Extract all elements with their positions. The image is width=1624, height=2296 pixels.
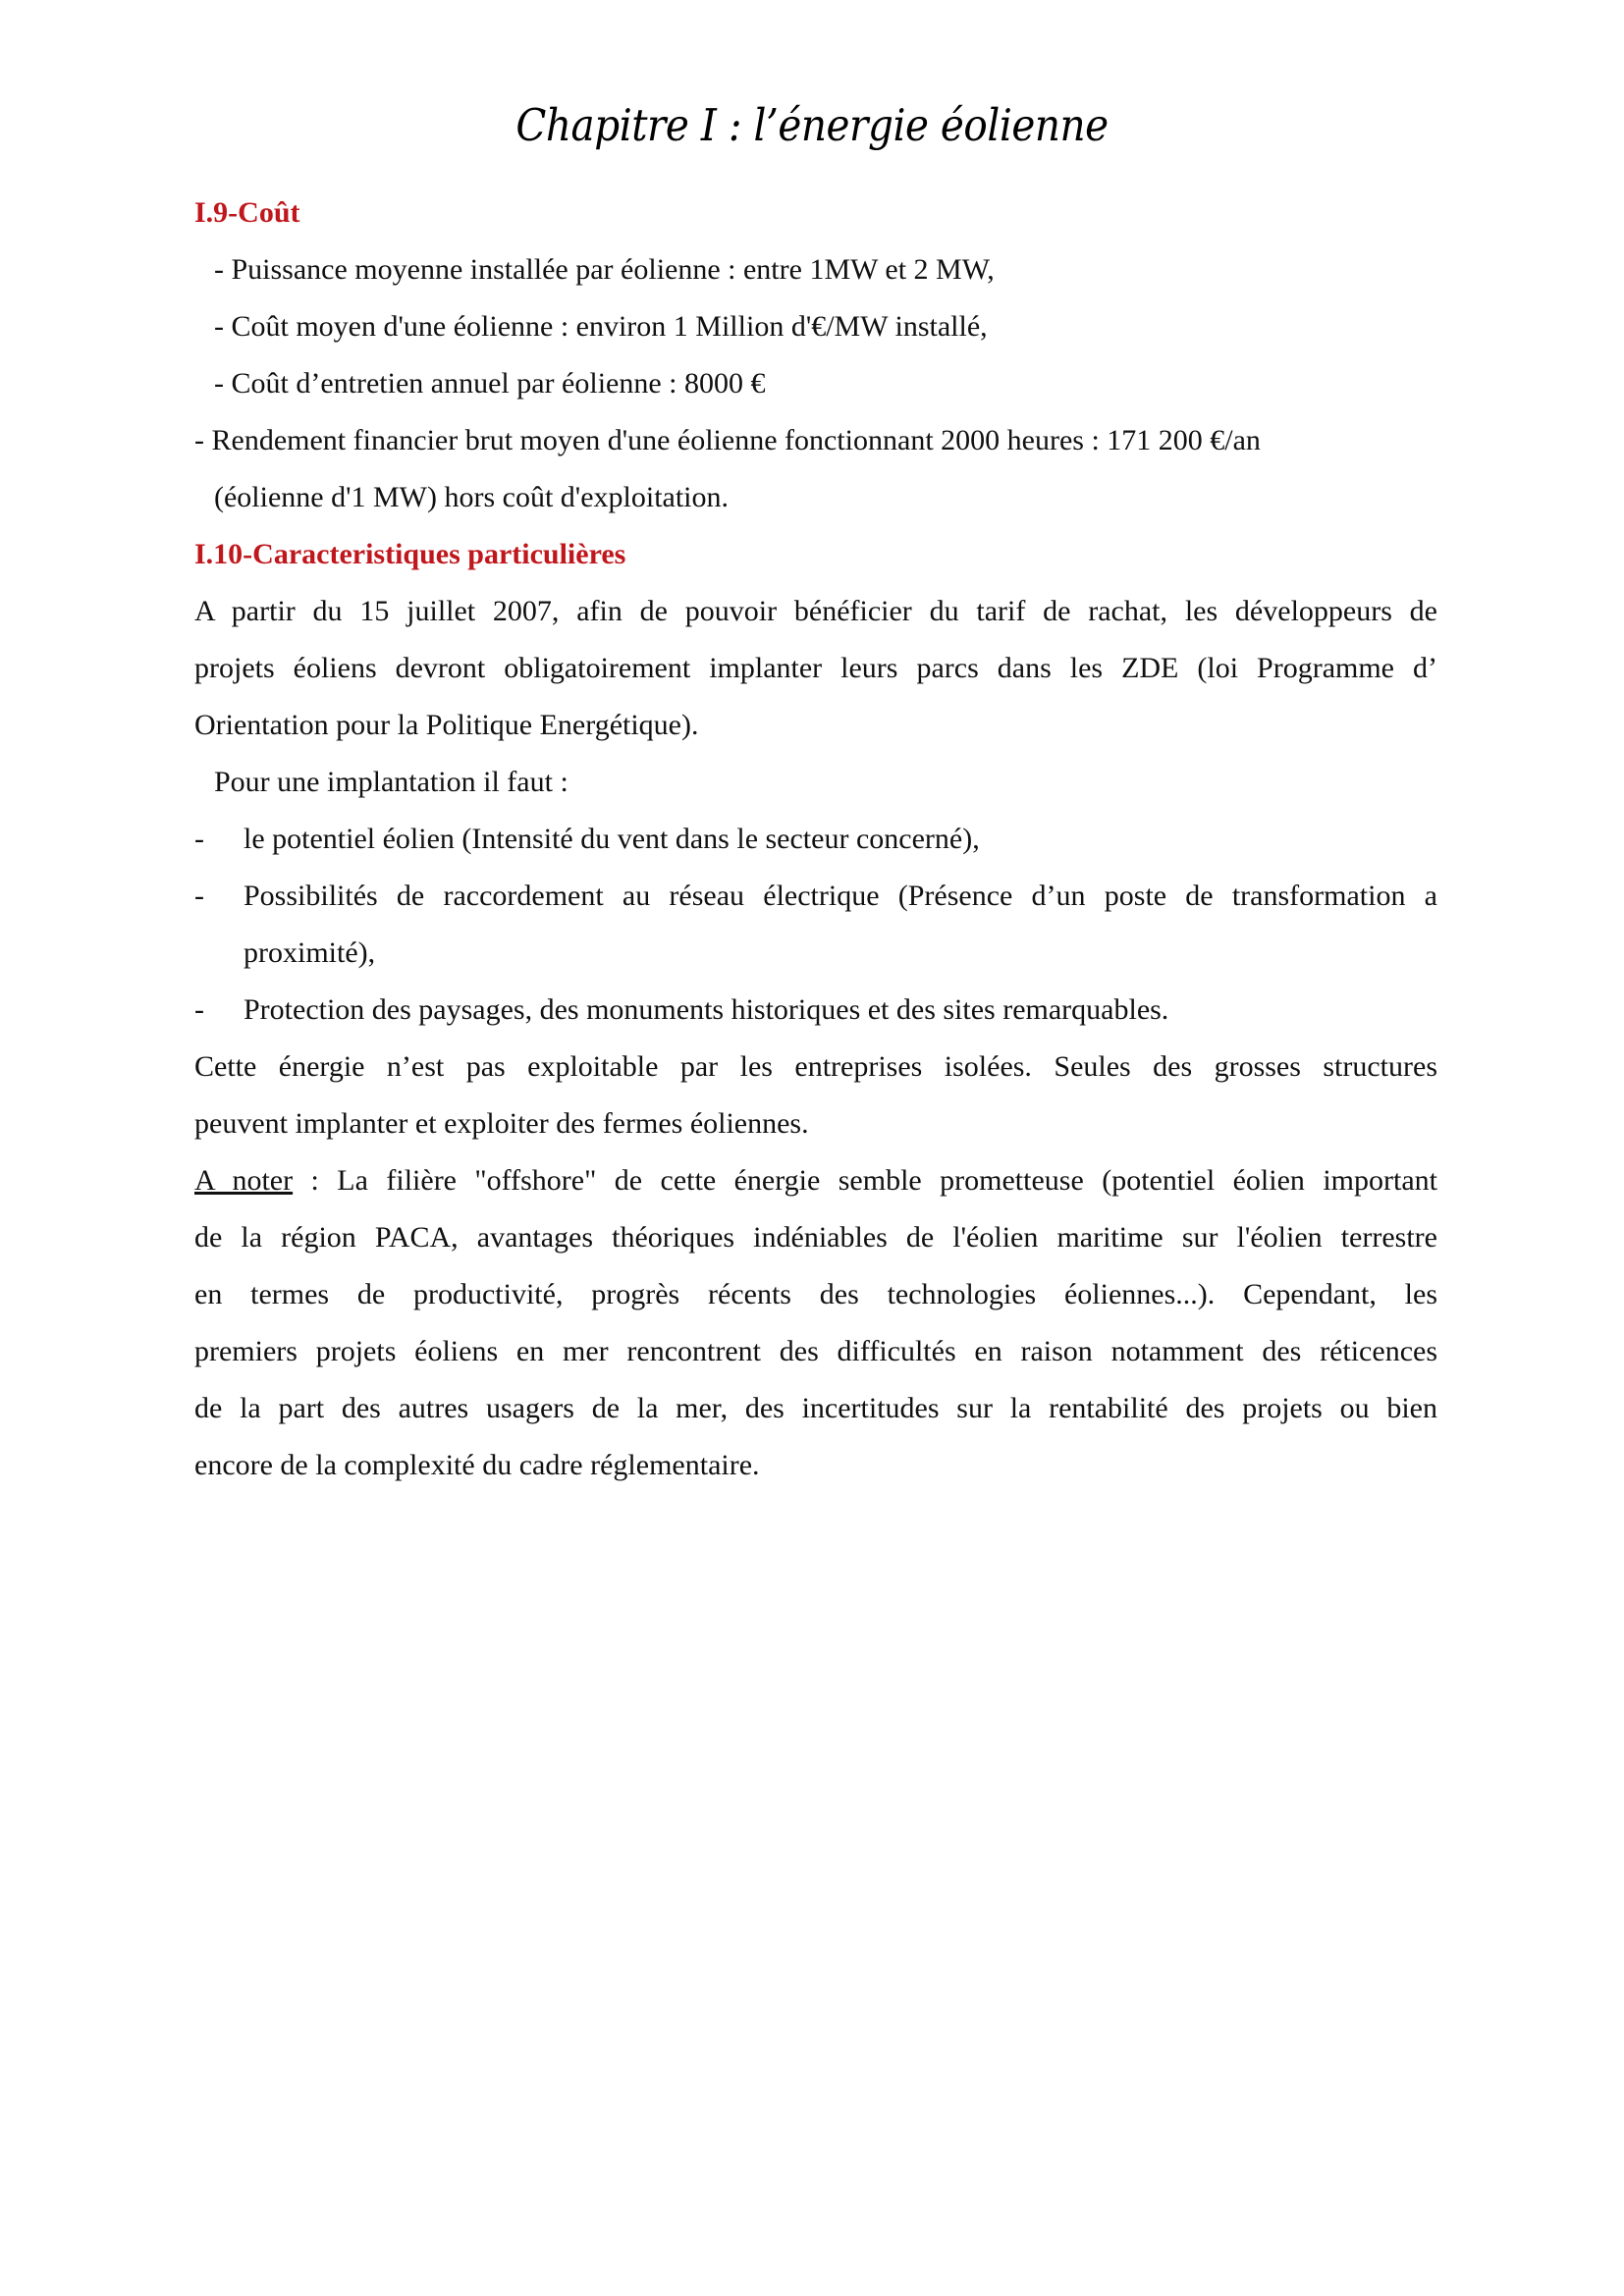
page-content [194,185,1437,1494]
section-heading-cost: I.9-Coût [194,196,300,229]
intro-paragraph-line: A partir du 15 juillet 2007, afin de pouvoir bénéficier du tarif de rachat, les développeurs de [194,595,1437,627]
note-line: en termes de productivité, progrès récents des technologies éoliennes...). Cependant, les [194,1278,1437,1310]
cost-item: - Coût moyen d'une éolienne : environ 1 Million d'€/MW installé, [214,310,988,343]
list-dash: - [194,993,204,1026]
requirement-text: Possibilités de raccordement au réseau électrique (Présence d’un poste de transformation a [244,880,1437,912]
list-dash: - [194,880,204,912]
rendement-line-continued: (éolienne d'1 MW) hors coût d'exploitation. [214,481,730,513]
requirement-list-item [194,982,1437,1039]
note-line: de la part des autres usagers de la mer, des incertitudes sur la rentabilité des projets ou bien [194,1392,1437,1424]
note-line: de la région PACA, avantages théoriques indéniables de l'éolien maritime sur l'éolien terrestre [194,1221,1437,1254]
conclusion-line: peuvent implanter et exploiter des fermes éoliennes. [194,1107,809,1140]
intro-paragraph-line: projets éoliens devront obligatoirement implanter leurs parcs dans les ZDE (loi Programme d’ [194,652,1437,684]
requirement-list-item [194,811,1437,868]
section-heading-features: I.10-Caracteristiques particulières [194,538,626,570]
requirement-text: le potentiel éolien (Intensité du vent dans le secteur concerné), [244,823,980,855]
note-last-line: encore de la complexité du cadre réglementaire. [194,1449,760,1481]
chapter-title: Chapitre I : l’énergie éolienne [515,99,1109,151]
cost-item: - Coût d’entretien annuel par éolienne : 8000 € [214,367,766,400]
note-first-line-text: : La filière "offshore" de cette énergie semble prometteuse (potentiel éolien important [293,1164,1437,1197]
requirement-list-item-continued [194,925,1437,982]
list-dash: - [194,823,204,855]
conclusion-line: Cette énergie n’est pas exploitable par les entreprises isolées. Seules des grosses structures [194,1050,1437,1083]
rendement-line: - Rendement financier brut moyen d'une éolienne fonctionnant 2000 heures : 171 200 €/an [194,424,1261,456]
note-label: A noter [194,1164,294,1197]
requirements-intro: Pour une implantation il faut : [214,766,568,798]
requirement-text: Protection des paysages, des monuments historiques et des sites remarquables. [244,993,1169,1026]
note-first-line [194,1152,1437,1209]
requirement-list-item [194,868,1437,925]
intro-paragraph-line: Orientation pour la Politique Energétique). [194,709,699,741]
cost-item: - Puissance moyenne installée par éolienne : entre 1MW et 2 MW, [214,253,995,286]
note-line: premiers projets éoliens en mer rencontrent des difficultés en raison notamment des réticences [194,1335,1437,1367]
requirement-text: proximité), [244,936,376,969]
